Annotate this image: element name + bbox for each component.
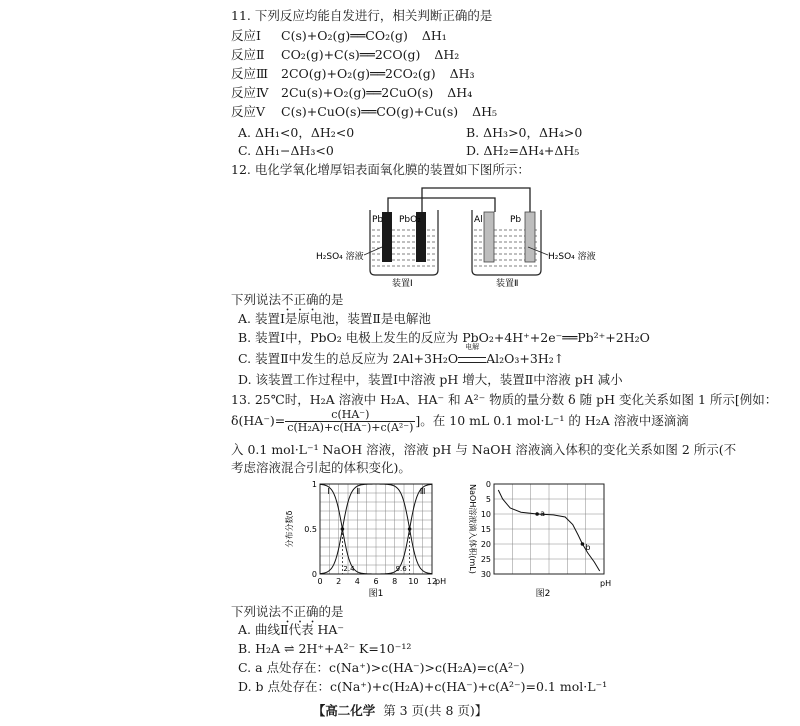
- q11-reaction-row: [231, 85, 472, 101]
- pka-label: 9.6: [395, 565, 407, 573]
- curve-label: Ⅲ: [419, 487, 426, 496]
- reaction-enthalpy: ΔH₃: [449, 66, 475, 81]
- q11-stem: 11. 下列反应均能自发进行，相关判断正确的是: [231, 8, 493, 23]
- y-tick-label: 0: [311, 570, 317, 579]
- q13-option-b: B. H₂A ⇌ 2H⁺+A²⁻ K=10⁻¹²: [238, 641, 412, 656]
- reaction-label: 反应Ⅴ: [231, 104, 266, 119]
- q11-option-b: B. ΔH₃>0，ΔH₄>0: [466, 125, 583, 140]
- q12-option-a: A. 装置Ⅰ是原电池，装置Ⅱ是电解池: [238, 311, 431, 326]
- reaction-enthalpy: ΔH₁: [421, 28, 447, 43]
- q11-reaction-row: [231, 47, 459, 63]
- q13-line3: 入 0.1 mol·L⁻¹ NaOH 溶液，溶液 pH 与 NaOH 溶液滴入体积的变化关系如图 2 所示(不: [231, 442, 737, 457]
- reaction-label: 反应Ⅱ: [231, 47, 265, 62]
- x-axis-label: pH: [600, 579, 612, 588]
- pka-point: [408, 527, 412, 531]
- chart-title: 图1: [368, 589, 384, 598]
- point-a: [535, 512, 539, 516]
- reaction-equation: 2Cu(s)+O₂(g)══2CuO(s): [281, 85, 434, 100]
- label-device-2: 装置Ⅱ: [496, 279, 519, 289]
- y-tick-label: 0: [485, 480, 491, 489]
- q13-line4: 考虑溶液混合引起的体积变化)。: [231, 460, 411, 475]
- page-footer: 【高二化学 第 3 页(共 8 页)】: [312, 703, 488, 718]
- y-tick-label: 20: [480, 540, 491, 549]
- x-tick-label: 12: [426, 577, 438, 586]
- point-label: b: [585, 543, 591, 552]
- al-electrode: [484, 212, 494, 262]
- x-tick-label: 2: [336, 577, 342, 586]
- wire-outer: [422, 188, 530, 212]
- q11-reaction-row: [231, 28, 447, 44]
- point-b: [581, 542, 585, 546]
- reaction-enthalpy: ΔH₄: [447, 85, 473, 100]
- reaction-label: 反应Ⅳ: [231, 85, 269, 100]
- y-tick-label: 30: [480, 570, 491, 579]
- curve-label: Ⅱ: [356, 487, 361, 496]
- q12-option-b: B. 装置Ⅰ中，PbO₂ 电极上发生的反应为 PbO₂+4H⁺+2e⁻══Pb²⁺+2H₂O: [238, 330, 650, 345]
- q12-option-d: D. 该装置工作过程中，装置Ⅰ中溶液 pH 增大，装置Ⅱ中溶液 pH 减小: [238, 372, 623, 387]
- x-axis-label: pH: [435, 577, 447, 586]
- label-pbo2: PbO₂: [399, 215, 421, 225]
- label-pb-left: Pb: [372, 215, 384, 225]
- x-tick-label: 10: [408, 577, 419, 586]
- q12-stem: 12. 电化学氧化增厚铝表面氧化膜的装置如下图所示：: [231, 162, 530, 177]
- q11-option-a: A. ΔH₁<0，ΔH₂<0: [238, 125, 355, 140]
- label-electrolyte-right: H₂SO₄ 溶液: [548, 252, 596, 262]
- y-tick-label: 5: [485, 495, 491, 504]
- x-tick-label: 6: [373, 577, 379, 586]
- reaction-equation: CO₂(g)+C(s)══2CO(g): [281, 47, 421, 62]
- y-tick-label: 1: [311, 480, 317, 489]
- q12-option-c: C. 装置Ⅱ中发生的总反应为 2Al+3H₂O 电解 Al₂O₃+3H₂↑: [238, 343, 565, 366]
- q11-reaction-row: [231, 66, 475, 82]
- q12-prompt: 下列说法不正确的是: [231, 292, 344, 307]
- pb-electrode-right: [525, 212, 535, 262]
- figure-1-distribution-chart: [278, 478, 458, 598]
- label-al: Al: [474, 215, 483, 225]
- q11-reaction-row: [231, 104, 497, 120]
- x-tick-label: 4: [354, 577, 360, 586]
- q13-option-c: C. a 点处存在：c(Na⁺)>c(HA⁻)>c(H₂A)=c(A²⁻): [238, 660, 525, 675]
- reaction-equation: C(s)+O₂(g)══CO₂(g): [281, 28, 408, 43]
- reaction-equation: C(s)+CuO(s)══CO(g)+Cu(s): [281, 104, 459, 119]
- x-tick-label: 0: [317, 577, 323, 586]
- x-tick-label: 8: [392, 577, 398, 586]
- pka-label: 2.4: [343, 565, 355, 573]
- figure-2-titration-chart: [460, 478, 620, 598]
- q13-line2: δ(HA⁻)= $\frac{c(HA^-)}{\text{c(H₂A)+c(HA⁻)+c(A²⁻)}}$ ]。在 10 mL 0.1 mol·L⁻¹ 的 H₂A 溶液中逐滴滴: [231, 408, 689, 434]
- electrolysis-apparatus-figure: [300, 180, 620, 290]
- q13-prompt: 下列说法不正确的是: [231, 604, 344, 619]
- y-tick-label: 25: [480, 555, 491, 564]
- curve-label: Ⅰ: [327, 487, 330, 496]
- reaction-label: 反应Ⅰ: [231, 28, 261, 43]
- y-axis-label: NaOH溶液滴入体积(mL): [468, 484, 477, 574]
- q13-option-d: D. b 点处存在：c(Na⁺)+c(H₂A)+c(HA⁻)+c(A²⁻)=0.1 mol·L⁻¹: [238, 679, 608, 694]
- point-label: a: [540, 509, 546, 518]
- q13-line1: 13. 25℃时，H₂A 溶液中 H₂A、HA⁻ 和 A²⁻ 物质的量分数 δ 随 pH 变化关系如图 1 所示[例如：: [231, 392, 778, 407]
- wire-top: [388, 198, 495, 212]
- label-electrolyte-left: H₂SO₄ 溶液: [316, 252, 364, 262]
- y-tick-label: 10: [480, 510, 491, 519]
- y-axis-label: 分布分数δ: [285, 510, 294, 548]
- label-device-1: 装置Ⅰ: [392, 279, 413, 289]
- reaction-equation: 2CO(g)+O₂(g)══2CO₂(g): [281, 66, 436, 81]
- q11-option-d: D. ΔH₂=ΔH₄+ΔH₅: [466, 143, 580, 158]
- q11-option-c: C. ΔH₁−ΔH₃<0: [238, 143, 334, 158]
- label-pb-right: Pb: [510, 215, 522, 225]
- chart-title: 图2: [535, 589, 551, 598]
- reaction-enthalpy: ΔH₂: [434, 47, 460, 62]
- pka-point: [341, 527, 345, 531]
- q13-option-a: A. 曲线Ⅱ代表 HA⁻: [238, 622, 344, 637]
- y-tick-label: 0.5: [304, 525, 317, 534]
- reaction-enthalpy: ΔH₅: [472, 104, 498, 119]
- y-tick-label: 15: [480, 525, 491, 534]
- pb-electrode-left: [382, 212, 392, 262]
- reaction-label: 反应Ⅲ: [231, 66, 269, 81]
